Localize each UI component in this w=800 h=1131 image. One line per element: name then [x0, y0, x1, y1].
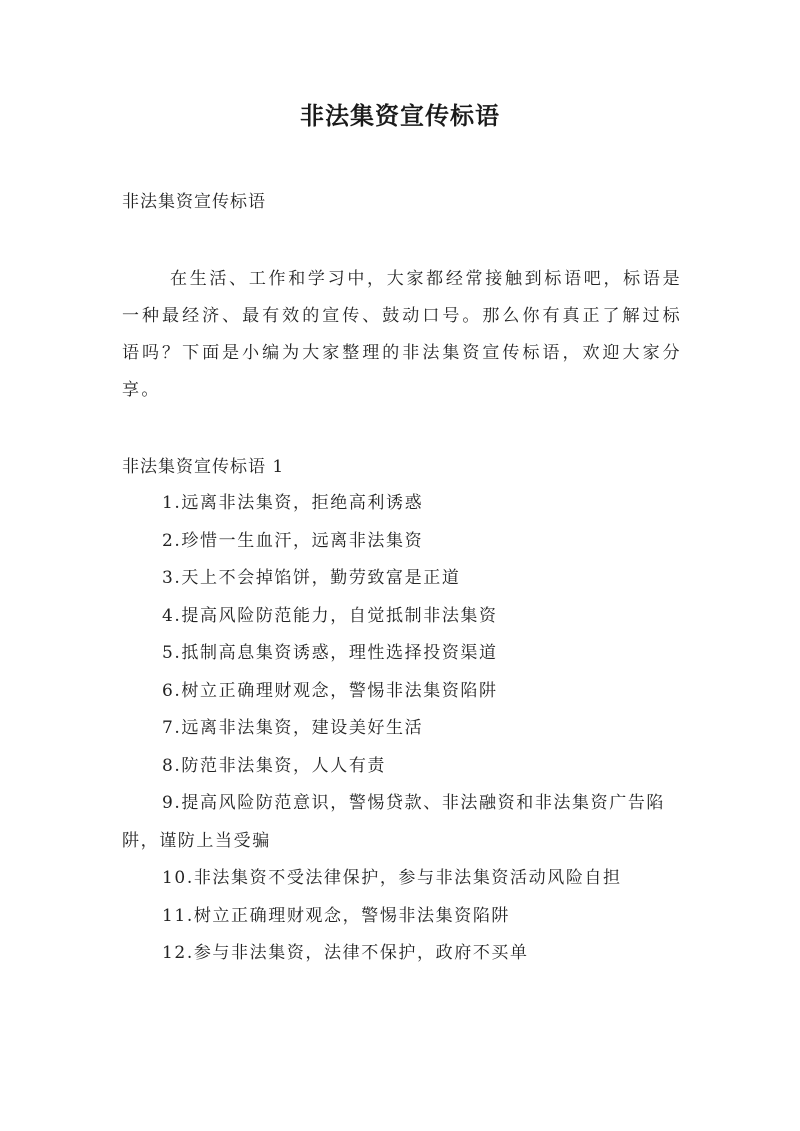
slogan-item: 5.抵制高息集资诱惑，理性选择投资渠道 [162, 643, 498, 663]
document-title: 非法集资宣传标语 [300, 102, 500, 130]
slogan-item: 4.提高风险防范能力，自觉抵制非法集资 [162, 605, 498, 626]
slogan-item: 8.防范非法集资，人人有责 [162, 755, 387, 776]
section-heading: 非法集资宣传标语 1 [122, 457, 285, 477]
slogan-item: 11.树立正确理财观念，警惕非法集资陷阱 [162, 905, 511, 926]
intro-paragraph: 在生活、工作和学习中，大家都经常接触到标语吧，标语是一种最经济、最有效的宣传、鼓动口号。那么你有真正了解过标语吗？下面是小编为大家整理的非法集资宣传标语，欢迎大家分享。 [122, 269, 682, 400]
slogan-item: 1.远离非法集资，拒绝高利诱惑 [162, 493, 424, 513]
slogan-item: 12.参与非法集资，法律不保护，政府不买单 [162, 943, 529, 963]
document-subtitle: 非法集资宣传标语 [122, 192, 266, 212]
slogan-list [122, 485, 682, 973]
slogan-item: 6.树立正确理财观念，警惕非法集资陷阱 [162, 680, 498, 701]
slogan-item: 9.提高风险防范意识，警惕贷款、非法融资和非法集资广告陷阱，谨防上当受骗 [122, 793, 666, 851]
slogan-item: 3.天上不会掉馅饼，勤劳致富是正道 [162, 568, 461, 588]
slogan-item: 10.非法集资不受法律保护，参与非法集资活动风险自担 [162, 868, 622, 888]
slogan-item: 2.珍惜一生血汗，远离非法集资 [162, 530, 424, 551]
slogan-item: 7.远离非法集资，建设美好生活 [162, 718, 424, 738]
